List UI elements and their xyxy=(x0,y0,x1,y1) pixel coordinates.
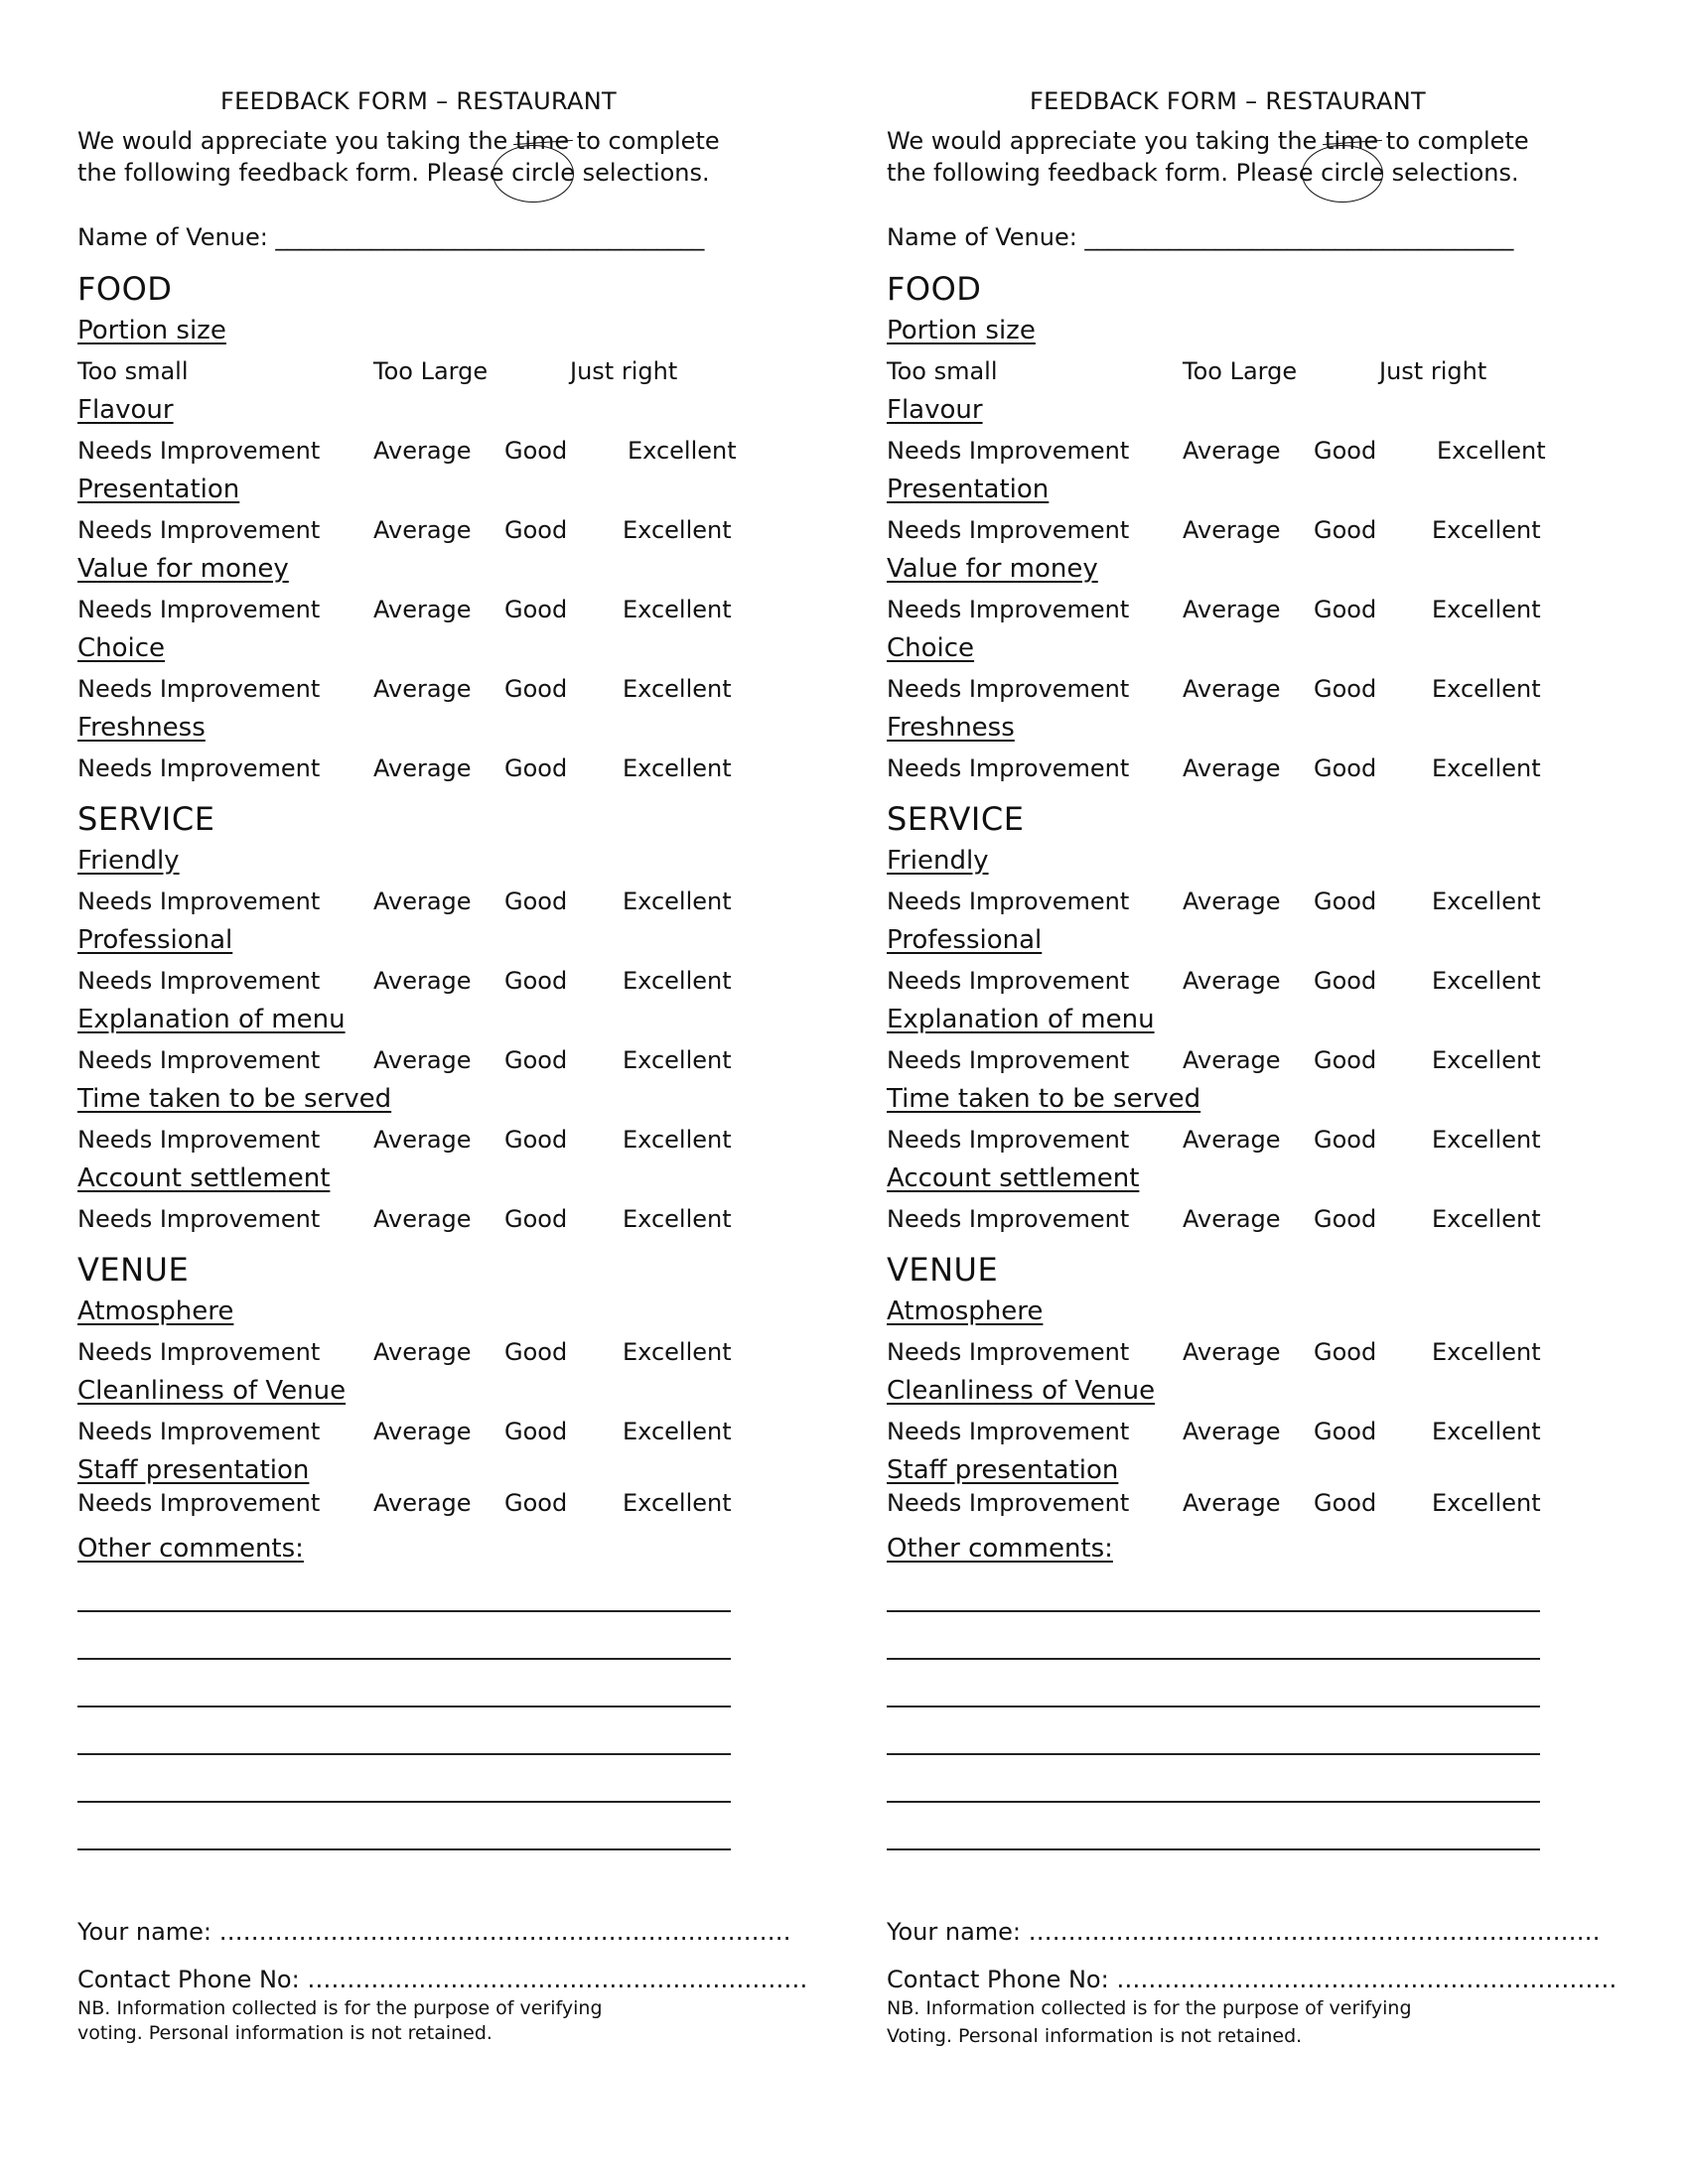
your-name-field[interactable]: Your name: ……………………………………………………………… xyxy=(77,1918,791,1946)
option-good[interactable]: Good xyxy=(504,675,568,703)
option-average[interactable]: Average xyxy=(373,1338,472,1366)
option-good[interactable]: Good xyxy=(504,1046,568,1074)
struck-word: time xyxy=(514,127,570,155)
intro-line-2 xyxy=(887,159,1519,187)
question-flavour: Flavour xyxy=(77,395,174,425)
option-needs-improvement[interactable]: Needs Improvement xyxy=(887,1205,1130,1233)
option-good[interactable]: Good xyxy=(1314,887,1377,915)
comment-line[interactable] xyxy=(77,1658,731,1660)
option-just-right[interactable]: Just right xyxy=(570,357,678,385)
intro-text: the following feedback form. Please xyxy=(887,159,1322,187)
option-good[interactable]: Good xyxy=(504,754,568,782)
option-needs-improvement[interactable]: Needs Improvement xyxy=(887,1489,1130,1517)
option-average[interactable]: Average xyxy=(1183,1489,1281,1517)
option-good[interactable]: Good xyxy=(504,1338,568,1366)
privacy-note-line-1: NB. Information collected is for the purpose of verifying xyxy=(887,1997,1412,2019)
section-heading-service: SERVICE xyxy=(77,800,215,838)
privacy-note-line-2: Voting. Personal information is not retained. xyxy=(887,2025,1303,2047)
question-cleanliness: Cleanliness of Venue xyxy=(77,1376,347,1406)
comment-line[interactable] xyxy=(887,1706,1540,1707)
contact-phone-field[interactable]: Contact Phone No: ……………………………………………………… xyxy=(887,1966,1618,1993)
question-account-settlement: Account settlement xyxy=(77,1163,331,1193)
option-average[interactable]: Average xyxy=(1183,754,1281,782)
option-good[interactable]: Good xyxy=(504,1418,568,1445)
question-choice: Choice xyxy=(77,633,166,663)
question-professional: Professional xyxy=(77,925,233,955)
option-needs-improvement[interactable]: Needs Improvement xyxy=(887,1126,1130,1154)
option-excellent[interactable]: Excellent xyxy=(623,1126,732,1154)
question-freshness: Freshness xyxy=(77,713,206,743)
option-needs-improvement[interactable]: Needs Improvement xyxy=(77,596,321,623)
option-excellent[interactable]: Excellent xyxy=(623,1046,732,1074)
option-needs-improvement[interactable]: Needs Improvement xyxy=(77,887,321,915)
option-average[interactable]: Average xyxy=(373,437,472,465)
feedback-form-left xyxy=(0,0,808,2184)
intro-line-1 xyxy=(887,127,1529,155)
option-good[interactable]: Good xyxy=(1314,437,1377,465)
option-average[interactable]: Average xyxy=(1183,1418,1281,1445)
option-needs-improvement[interactable]: Needs Improvement xyxy=(887,516,1130,544)
option-excellent[interactable]: Excellent xyxy=(1432,967,1541,995)
option-average[interactable]: Average xyxy=(373,675,472,703)
question-friendly: Friendly xyxy=(887,846,989,876)
option-excellent[interactable]: Excellent xyxy=(623,1489,732,1517)
option-excellent[interactable]: Excellent xyxy=(623,887,732,915)
question-staff-presentation: Staff presentation xyxy=(887,1455,1119,1485)
option-good[interactable]: Good xyxy=(504,596,568,623)
option-needs-improvement[interactable]: Needs Improvement xyxy=(887,887,1130,915)
option-good[interactable]: Good xyxy=(1314,596,1377,623)
question-atmosphere: Atmosphere xyxy=(887,1297,1044,1326)
section-heading-venue: VENUE xyxy=(887,1251,999,1289)
option-average[interactable]: Average xyxy=(373,967,472,995)
intro-text: selections. xyxy=(1384,159,1519,187)
option-good[interactable]: Good xyxy=(1314,1046,1377,1074)
circle-mark-icon xyxy=(1302,145,1383,203)
feedback-form-right xyxy=(809,0,1618,2184)
form-title: FEEDBACK FORM – RESTAURANT xyxy=(220,87,617,115)
intro-text: the following feedback form. Please xyxy=(77,159,512,187)
option-just-right[interactable]: Just right xyxy=(1379,357,1487,385)
option-good[interactable]: Good xyxy=(1314,1338,1377,1366)
option-excellent[interactable]: Excellent xyxy=(1432,1418,1541,1445)
section-heading-venue: VENUE xyxy=(77,1251,190,1289)
option-good[interactable]: Good xyxy=(1314,675,1377,703)
option-good[interactable]: Good xyxy=(1314,516,1377,544)
option-needs-improvement[interactable]: Needs Improvement xyxy=(887,675,1130,703)
option-excellent[interactable]: Excellent xyxy=(1432,887,1541,915)
option-excellent[interactable]: Excellent xyxy=(1432,596,1541,623)
comment-line[interactable] xyxy=(77,1706,731,1707)
option-needs-improvement[interactable]: Needs Improvement xyxy=(77,967,321,995)
option-excellent[interactable]: Excellent xyxy=(1437,437,1546,465)
option-too-small[interactable]: Too small xyxy=(77,357,189,385)
option-excellent[interactable]: Excellent xyxy=(623,1338,732,1366)
option-good[interactable]: Good xyxy=(504,887,568,915)
question-flavour: Flavour xyxy=(887,395,983,425)
question-freshness: Freshness xyxy=(887,713,1015,743)
option-too-large[interactable]: Too Large xyxy=(373,357,489,385)
option-needs-improvement[interactable]: Needs Improvement xyxy=(887,1046,1130,1074)
option-average[interactable]: Average xyxy=(1183,1126,1281,1154)
section-heading-food: FOOD xyxy=(77,270,173,308)
option-excellent[interactable]: Excellent xyxy=(1432,516,1541,544)
option-average[interactable]: Average xyxy=(1183,1205,1281,1233)
option-needs-improvement[interactable]: Needs Improvement xyxy=(887,1338,1130,1366)
intro-text: We would appreciate you taking the xyxy=(77,127,515,155)
option-needs-improvement[interactable]: Needs Improvement xyxy=(77,1205,321,1233)
question-cleanliness: Cleanliness of Venue xyxy=(887,1376,1156,1406)
option-excellent[interactable]: Excellent xyxy=(623,675,732,703)
option-good[interactable]: Good xyxy=(504,437,568,465)
option-excellent[interactable]: Excellent xyxy=(623,1418,732,1445)
option-too-large[interactable]: Too Large xyxy=(1183,357,1298,385)
option-good[interactable]: Good xyxy=(1314,1205,1377,1233)
option-excellent[interactable]: Excellent xyxy=(1432,1489,1541,1517)
option-excellent[interactable]: Excellent xyxy=(623,596,732,623)
option-good[interactable]: Good xyxy=(504,967,568,995)
question-value-for-money: Value for money xyxy=(77,554,289,584)
option-needs-improvement[interactable]: Needs Improvement xyxy=(77,1046,321,1074)
option-average[interactable]: Average xyxy=(1183,1338,1281,1366)
circle-mark-icon xyxy=(492,145,574,203)
intro-line-2 xyxy=(77,159,710,187)
option-needs-improvement[interactable]: Needs Improvement xyxy=(887,596,1130,623)
question-explanation-of-menu: Explanation of menu xyxy=(887,1005,1155,1034)
intro-line-1 xyxy=(77,127,720,155)
privacy-note-line-1: NB. Information collected is for the purpose of verifying xyxy=(77,1997,603,2019)
other-comments-label: Other comments: xyxy=(77,1534,304,1564)
option-good[interactable]: Good xyxy=(1314,1489,1377,1517)
option-excellent[interactable]: Excellent xyxy=(1432,1126,1541,1154)
circled-word: circle xyxy=(511,159,575,187)
option-good[interactable]: Good xyxy=(504,1489,568,1517)
option-good[interactable]: Good xyxy=(1314,754,1377,782)
contact-phone-field[interactable]: Contact Phone No: ……………………………………………………… xyxy=(77,1966,808,1993)
option-good[interactable]: Good xyxy=(1314,967,1377,995)
option-needs-improvement[interactable]: Needs Improvement xyxy=(77,754,321,782)
comment-line[interactable] xyxy=(887,1658,1540,1660)
circled-word: circle xyxy=(1321,159,1384,187)
option-average[interactable]: Average xyxy=(1183,887,1281,915)
comment-line[interactable] xyxy=(887,1848,1540,1850)
option-average[interactable]: Average xyxy=(373,1126,472,1154)
question-portion-size: Portion size xyxy=(887,316,1036,345)
other-comments-label: Other comments: xyxy=(887,1534,1113,1564)
intro-text: to complete xyxy=(1378,127,1529,155)
option-average[interactable]: Average xyxy=(373,1046,472,1074)
option-good[interactable]: Good xyxy=(504,1205,568,1233)
venue-name-field[interactable]: Name of Venue: ____________________________________ xyxy=(77,223,705,251)
question-staff-presentation: Staff presentation xyxy=(77,1455,310,1485)
privacy-note-line-2: voting. Personal information is not retained. xyxy=(77,2022,492,2044)
comment-line[interactable] xyxy=(77,1610,731,1612)
intro-text: selections. xyxy=(575,159,710,187)
option-needs-improvement[interactable]: Needs Improvement xyxy=(77,437,321,465)
option-average[interactable]: Average xyxy=(373,1418,472,1445)
struck-word: time xyxy=(1324,127,1379,155)
option-average[interactable]: Average xyxy=(1183,967,1281,995)
option-excellent[interactable]: Excellent xyxy=(623,1205,732,1233)
question-explanation-of-menu: Explanation of menu xyxy=(77,1005,346,1034)
option-average[interactable]: Average xyxy=(1183,675,1281,703)
question-time-taken: Time taken to be served xyxy=(887,1084,1201,1114)
option-needs-improvement[interactable]: Needs Improvement xyxy=(887,1418,1130,1445)
option-too-small[interactable]: Too small xyxy=(887,357,998,385)
option-average[interactable]: Average xyxy=(373,887,472,915)
question-friendly: Friendly xyxy=(77,846,180,876)
question-professional: Professional xyxy=(887,925,1043,955)
option-average[interactable]: Average xyxy=(1183,1046,1281,1074)
option-excellent[interactable]: Excellent xyxy=(1432,675,1541,703)
option-needs-improvement[interactable]: Needs Improvement xyxy=(77,1489,321,1517)
comment-line[interactable] xyxy=(887,1610,1540,1612)
option-good[interactable]: Good xyxy=(504,1126,568,1154)
venue-name-field[interactable]: Name of Venue: ____________________________________ xyxy=(887,223,1514,251)
question-presentation: Presentation xyxy=(77,475,240,504)
section-heading-food: FOOD xyxy=(887,270,982,308)
comment-line[interactable] xyxy=(887,1753,1540,1755)
option-excellent[interactable]: Excellent xyxy=(1432,754,1541,782)
option-excellent[interactable]: Excellent xyxy=(1432,1205,1541,1233)
question-portion-size: Portion size xyxy=(77,316,226,345)
comment-line[interactable] xyxy=(887,1801,1540,1803)
option-needs-improvement[interactable]: Needs Improvement xyxy=(77,675,321,703)
option-needs-improvement[interactable]: Needs Improvement xyxy=(887,967,1130,995)
question-value-for-money: Value for money xyxy=(887,554,1098,584)
section-heading-service: SERVICE xyxy=(887,800,1025,838)
option-excellent[interactable]: Excellent xyxy=(623,967,732,995)
option-average[interactable]: Average xyxy=(373,754,472,782)
option-excellent[interactable]: Excellent xyxy=(628,437,737,465)
option-good[interactable]: Good xyxy=(1314,1418,1377,1445)
option-needs-improvement[interactable]: Needs Improvement xyxy=(77,516,321,544)
question-atmosphere: Atmosphere xyxy=(77,1297,234,1326)
option-good[interactable]: Good xyxy=(1314,1126,1377,1154)
intro-text: We would appreciate you taking the xyxy=(887,127,1325,155)
option-needs-improvement[interactable]: Needs Improvement xyxy=(77,1418,321,1445)
option-needs-improvement[interactable]: Needs Improvement xyxy=(887,437,1130,465)
option-excellent[interactable]: Excellent xyxy=(1432,1338,1541,1366)
comment-line[interactable] xyxy=(77,1753,731,1755)
option-needs-improvement[interactable]: Needs Improvement xyxy=(887,754,1130,782)
question-choice: Choice xyxy=(887,633,975,663)
option-average[interactable]: Average xyxy=(1183,437,1281,465)
form-title: FEEDBACK FORM – RESTAURANT xyxy=(1030,87,1426,115)
option-average[interactable]: Average xyxy=(1183,596,1281,623)
comment-line[interactable] xyxy=(77,1848,731,1850)
intro-text: to complete xyxy=(569,127,720,155)
option-average[interactable]: Average xyxy=(373,516,472,544)
option-needs-improvement[interactable]: Needs Improvement xyxy=(77,1338,321,1366)
option-needs-improvement[interactable]: Needs Improvement xyxy=(77,1126,321,1154)
option-excellent[interactable]: Excellent xyxy=(623,516,732,544)
question-time-taken: Time taken to be served xyxy=(77,1084,392,1114)
question-presentation: Presentation xyxy=(887,475,1050,504)
option-average[interactable]: Average xyxy=(1183,516,1281,544)
your-name-field[interactable]: Your name: ……………………………………………………………… xyxy=(887,1918,1601,1946)
option-good[interactable]: Good xyxy=(504,516,568,544)
comment-line[interactable] xyxy=(77,1801,731,1803)
question-account-settlement: Account settlement xyxy=(887,1163,1140,1193)
option-average[interactable]: Average xyxy=(373,1489,472,1517)
option-excellent[interactable]: Excellent xyxy=(1432,1046,1541,1074)
option-average[interactable]: Average xyxy=(373,1205,472,1233)
option-excellent[interactable]: Excellent xyxy=(623,754,732,782)
option-average[interactable]: Average xyxy=(373,596,472,623)
